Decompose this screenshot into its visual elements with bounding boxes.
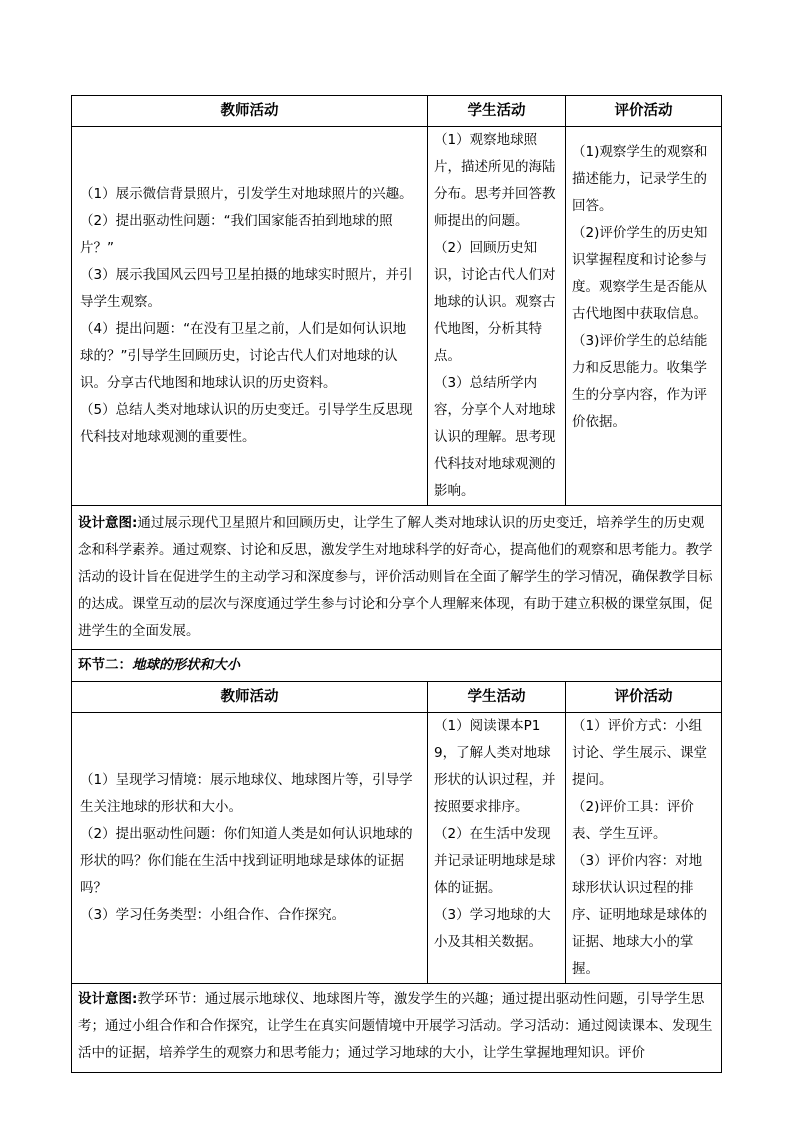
header-evaluation-activity: 评价活动 bbox=[566, 96, 722, 127]
section1-design-intent bbox=[72, 506, 722, 650]
section2-design-intent bbox=[72, 984, 722, 1073]
section1-teacher-item: （2）提出驱动性问题：“我们国家能否拍到地球的照片？” bbox=[80, 213, 393, 256]
section1-evaluation-item: （2)评价学生的历史知识掌握程度和讨论参与度。观察学生是否能从古代地图中获取信息。 bbox=[572, 225, 708, 322]
design-intent-text: 教学环节：通过展示地球仪、地球图片等，激发学生的兴趣；通过提出驱动性问题，引导学生思考；通过小组合作和合作探究，让学生在真实问题情境中开展学习活动。学习活动：通过阅读课本、发现生活中的证据，培养学生的观察力和思考能力；通过学习地球的大小，让学生掌握地理知识。评价 bbox=[78, 991, 713, 1061]
section1-teacher-cell bbox=[72, 127, 428, 506]
header-student-activity: 学生活动 bbox=[428, 682, 566, 713]
section2-student-item: （1）阅读课本P19，了解人类对地球形状的认识过程，并按照要求排序。 bbox=[434, 718, 556, 815]
section2-teacher-item: （2）提出驱动性问题：你们知道人类是如何认识地球的形状的吗？你们能在生活中找到证明地球是球体的证据吗？ bbox=[80, 826, 413, 896]
section2-evaluation-item: （1）评价方式：小组讨论、学生展示、课堂提问。 bbox=[572, 718, 707, 788]
section2-content-row bbox=[72, 713, 722, 984]
design-intent-label: 设计意图: bbox=[78, 515, 138, 531]
section2-evaluation-item: （2)评价工具：评价表、学生互评。 bbox=[572, 799, 694, 842]
design-intent-label: 设计意图: bbox=[78, 991, 138, 1007]
section2-teacher-item: （3）学习任务类型：小组合作、合作探究。 bbox=[80, 907, 346, 923]
header-row-1 bbox=[72, 96, 722, 127]
section1-student-item: （3）总结所学内容，分享个人对地球认识的理解。思考现代科技对地球观测的影响。 bbox=[434, 375, 556, 499]
section1-student-item: （2）回顾历史知识，讨论古代人们对地球的认识。观察古代地图，分析其特点。 bbox=[434, 240, 556, 364]
section2-evaluation-cell bbox=[566, 713, 722, 984]
section1-student-item: （1）观察地球照片，描述所见的海陆分布。思考并回答教师提出的问题。 bbox=[434, 132, 556, 229]
section1-content-row bbox=[72, 127, 722, 506]
section2-title-prefix: 环节二： bbox=[78, 657, 132, 673]
section2-title-name: 地球的形状和大小 bbox=[132, 657, 240, 673]
section2-student-cell bbox=[428, 713, 566, 984]
header-evaluation-activity: 评价活动 bbox=[566, 682, 722, 713]
lesson-plan-table bbox=[71, 95, 722, 1073]
section1-intent-row bbox=[72, 506, 722, 650]
section2-title bbox=[72, 650, 722, 682]
header-teacher-activity: 教师活动 bbox=[72, 682, 428, 713]
section1-teacher-item: （4）提出问题：“在没有卫星之前，人们是如何认识地球的？”引导学生回顾历史，讨论古代人们对地球的认识。分享古代地图和地球认识的历史资料。 bbox=[80, 321, 407, 391]
section2-intent-row bbox=[72, 984, 722, 1073]
design-intent-text: 通过展示现代卫星照片和回顾历史，让学生了解人类对地球认识的历史变迁，培养学生的历史观念和科学素养。通过观察、讨论和反思，激发学生对地球科学的好奇心，提高他们的观察和思考能力。教学活动的设计旨在促进学生的主动学习和深度参与，评价活动则旨在全面了解学生的学习情况，确保教学目标的达成。课堂互动的层次与深度通过学生参与讨论和分享个人理解来体现，有助于建立积极的课堂氛围，促进学生的全面发展。 bbox=[78, 515, 713, 639]
header-teacher-activity: 教师活动 bbox=[72, 96, 428, 127]
section2-teacher-cell bbox=[72, 713, 428, 984]
section1-teacher-item: （5）总结人类对地球认识的历史变迁。引导学生反思现代科技对地球观测的重要性。 bbox=[80, 402, 413, 445]
section2-evaluation-item: （3）评价内容：对地球形状认识过程的排序、证明地球是球体的证据、地球大小的掌握。 bbox=[572, 853, 707, 977]
header-student-activity: 学生活动 bbox=[428, 96, 566, 127]
section2-intent-clip bbox=[78, 986, 715, 1068]
section2-student-item: （3）学习地球的大小及其相关数据。 bbox=[434, 907, 551, 950]
section1-student-cell bbox=[428, 127, 566, 506]
section2-title-row bbox=[72, 650, 722, 682]
section2-teacher-item: （1）呈现学习情境：展示地球仪、地球图片等，引导学生关注地球的形状和大小。 bbox=[80, 772, 413, 815]
section1-teacher-item: （1）展示微信背景照片，引发学生对地球照片的兴趣。 bbox=[80, 186, 413, 202]
section1-evaluation-cell bbox=[566, 127, 722, 506]
header-row-2 bbox=[72, 682, 722, 713]
section1-evaluation-item: （3)评价学生的总结能力和反思能力。收集学生的分享内容，作为评价依据。 bbox=[572, 333, 708, 430]
section1-teacher-item: （3）展示我国风云四号卫星拍摄的地球实时照片，并引导学生观察。 bbox=[80, 267, 413, 310]
section2-student-item: （2）在生活中发现并记录证明地球是球体的证据。 bbox=[434, 826, 556, 896]
section1-evaluation-item: （1)观察学生的观察和描述能力，记录学生的回答。 bbox=[572, 144, 708, 214]
